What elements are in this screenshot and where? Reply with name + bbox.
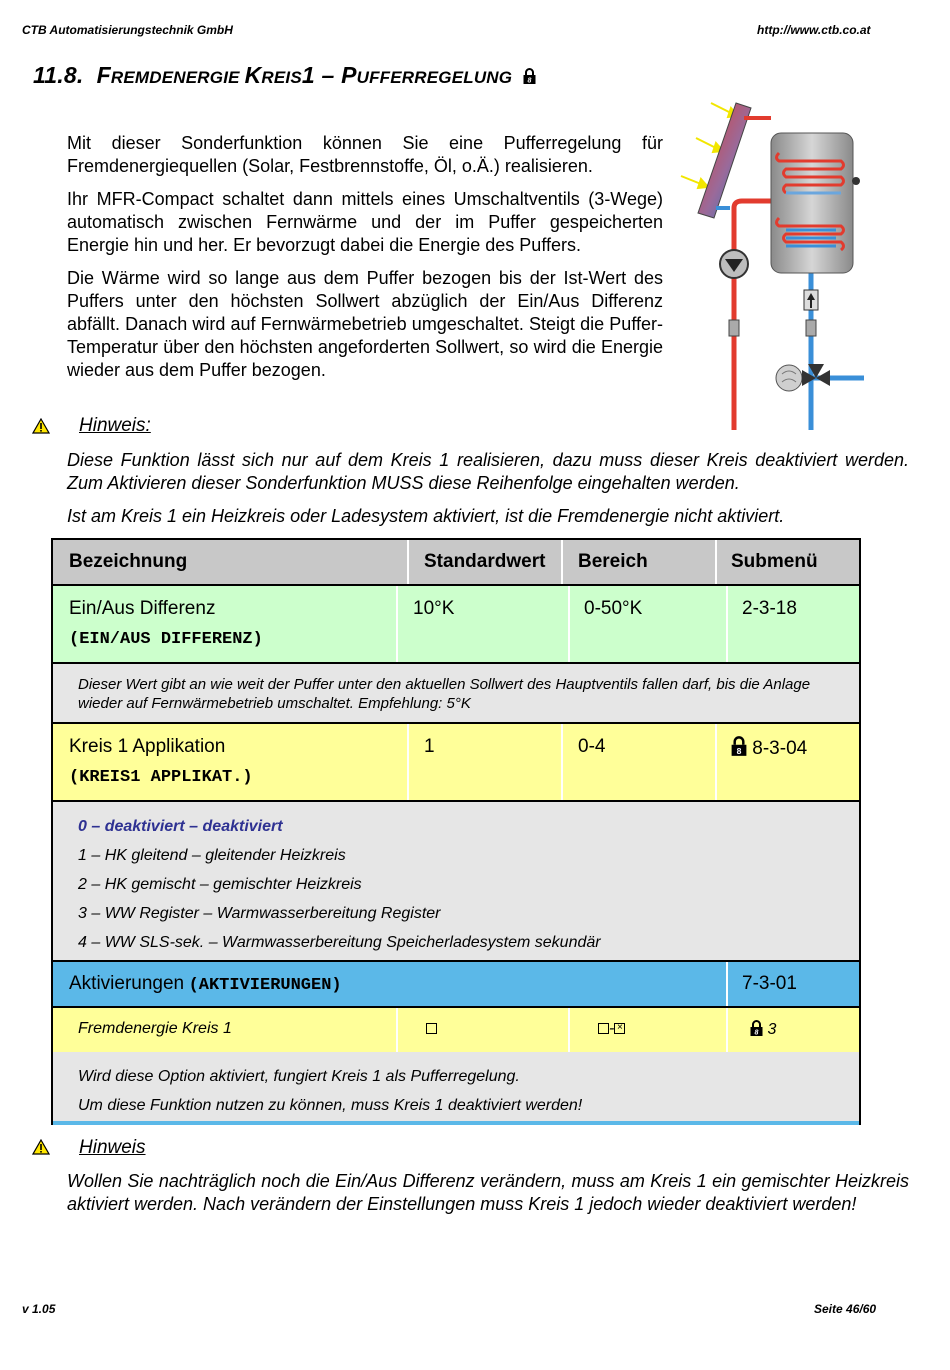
company-name: CTB Automatisierungstechnik GmbH — [22, 23, 233, 37]
note-text — [67, 1170, 909, 1226]
buffer-system-illustration — [676, 98, 871, 430]
param-description — [53, 1052, 859, 1121]
note-paragraph-2: Ist am Kreis 1 ein Heizkreis oder Ladesystem aktiviert, ist die Fremdenergie nicht aktiviert. — [67, 506, 785, 526]
param-name: Aktivierungen — [69, 973, 185, 994]
note-paragraph-1: Diese Funktion lässt sich nur auf dem Kreis 1 realisieren, dazu muss dieser Kreis deaktiviert werden. Zum Aktivieren dieser Sonderfunktion MUSS diese Reihenfolge eingehalten werden. — [67, 450, 909, 493]
company-url[interactable]: http://www.ctb.co.at — [757, 23, 871, 37]
option-list — [53, 802, 859, 960]
valve-icon — [802, 364, 830, 386]
note-text — [67, 449, 909, 538]
note-heading: Hinweis — [79, 1137, 146, 1158]
param-range: 0-4 — [561, 724, 715, 800]
checkbox-empty-icon — [598, 1023, 609, 1034]
section-title-text: FREMDENERGIE KREIS1 – PUFFERREGELUNG — [96, 62, 513, 88]
section-number: 11.8. — [33, 62, 84, 88]
intro-text — [67, 132, 663, 392]
list-item: 2 – HK gemischt – gemischter Heizkreis — [78, 876, 362, 893]
lock-icon — [731, 736, 747, 756]
intro-paragraph-3: Die Wärme wird so lange aus dem Puffer bezogen bis der Ist-Wert des Puffers unter den höchsten Sollwert abzüglich der Ein/Aus Differenz abfällt. Danach wird auf Fernwärmebetrieb umgeschaltet. Steigt die Puffer-Temperatur über den höchsten angeforderten Sollwert, so wird die Energie wieder aus dem Puffer bezogen. — [67, 268, 663, 380]
param-range: 0-50°K — [568, 586, 726, 662]
description-line: Wird diese Option aktiviert, fungiert Kreis 1 als Pufferregelung. — [78, 1068, 520, 1085]
param-description: Dieser Wert gibt an wie weit der Puffer unter den aktuellen Sollwert des Hauptventils fallen darf, bis die Anlage wieder auf Fernwärmebetrieb umschaltet. Empfehlung: 5°K — [53, 664, 859, 722]
table-header-row — [53, 540, 859, 584]
warning-icon — [32, 418, 50, 434]
checkbox-checked-icon: × — [614, 1023, 625, 1034]
list-item: 1 – HK gleitend – gleitender Heizkreis — [78, 847, 346, 864]
parameter-table — [51, 538, 861, 1125]
warning-icon — [32, 1139, 50, 1155]
param-name: Ein/Aus Differenz — [69, 598, 216, 619]
intro-paragraph-1: Mit dieser Sonderfunktion können Sie eine Pufferregelung für Fremdenergiequellen (Solar, Festbrennstoffe, Öl, o.Ä.) realisieren. — [67, 133, 663, 176]
param-submenu: 2-3-18 — [726, 586, 859, 662]
version-label: v 1.05 — [22, 1302, 56, 1316]
pump-icon — [720, 250, 748, 278]
lock-icon — [523, 63, 536, 90]
svg-text:8: 8 — [754, 1029, 759, 1036]
svg-text:8: 8 — [736, 746, 742, 756]
table-row — [53, 962, 859, 1006]
sensor-icon — [729, 320, 816, 336]
list-item: 3 – WW Register – Warmwasserbereitung Register — [78, 905, 441, 922]
range-separator: - — [609, 1020, 615, 1037]
param-name: Kreis 1 Applikation — [69, 736, 226, 757]
table-bottom-bar — [53, 1121, 859, 1125]
checkbox-empty-icon — [426, 1023, 437, 1034]
table-row — [53, 724, 859, 800]
lock-icon — [750, 1020, 763, 1036]
header-standardwert: Standardwert — [407, 540, 561, 584]
header-bereich: Bereich — [561, 540, 715, 584]
param-code: (EIN/AUS DIFFERENZ) — [69, 630, 263, 649]
list-item: 4 – WW SLS-sek. – Warmwasserbereitung Speicherladesystem sekundär — [78, 934, 601, 951]
intro-paragraph-2: Ihr MFR-Compact schaltet dann mittels eines Umschaltventils (3-Wege) automatisch zwischen Fernwärme und der im Puffer gespeicherten Energie hin und her. Er bevorzugt dabei die Energie des Puffers. — [67, 189, 663, 255]
param-submenu: 7-3-01 — [726, 962, 859, 1006]
sub-param-name: Fremdenergie Kreis 1 — [78, 1020, 232, 1037]
section-title — [33, 62, 536, 90]
note-heading: Hinweis: — [79, 415, 151, 436]
param-default: 10°K — [396, 586, 568, 662]
header-submenue: Submenü — [715, 540, 859, 584]
table-row — [53, 586, 859, 662]
param-code: (AKTIVIERUNGEN) — [188, 976, 342, 995]
page-number: Seite 46/60 — [814, 1302, 877, 1316]
param-submenu: 8-3-04 — [752, 738, 808, 759]
param-code: (KREIS1 APPLIKAT.) — [69, 768, 253, 787]
list-item: 0 – deaktiviert – deaktiviert — [78, 818, 283, 835]
svg-text:8: 8 — [527, 77, 532, 85]
header-bezeichnung: Bezeichnung — [69, 551, 188, 572]
access-level: 3 — [767, 1021, 777, 1038]
description-line: Um diese Funktion nutzen zu können, muss Kreis 1 deaktiviert werden! — [78, 1097, 583, 1114]
flow-indicator-icon — [804, 290, 818, 310]
buffer-tank-icon — [771, 133, 860, 273]
table-row — [53, 1008, 859, 1052]
note-paragraph: Wollen Sie nachträglich noch die Ein/Aus Differenz verändern, muss am Kreis 1 ein gemischter Heizkreis aktiviert werden. Nach verändern der Einstellungen muss Kreis 1 jedoch wieder deaktiviert werden! — [67, 1171, 909, 1214]
motor-icon — [776, 365, 802, 391]
param-default: 1 — [407, 724, 561, 800]
